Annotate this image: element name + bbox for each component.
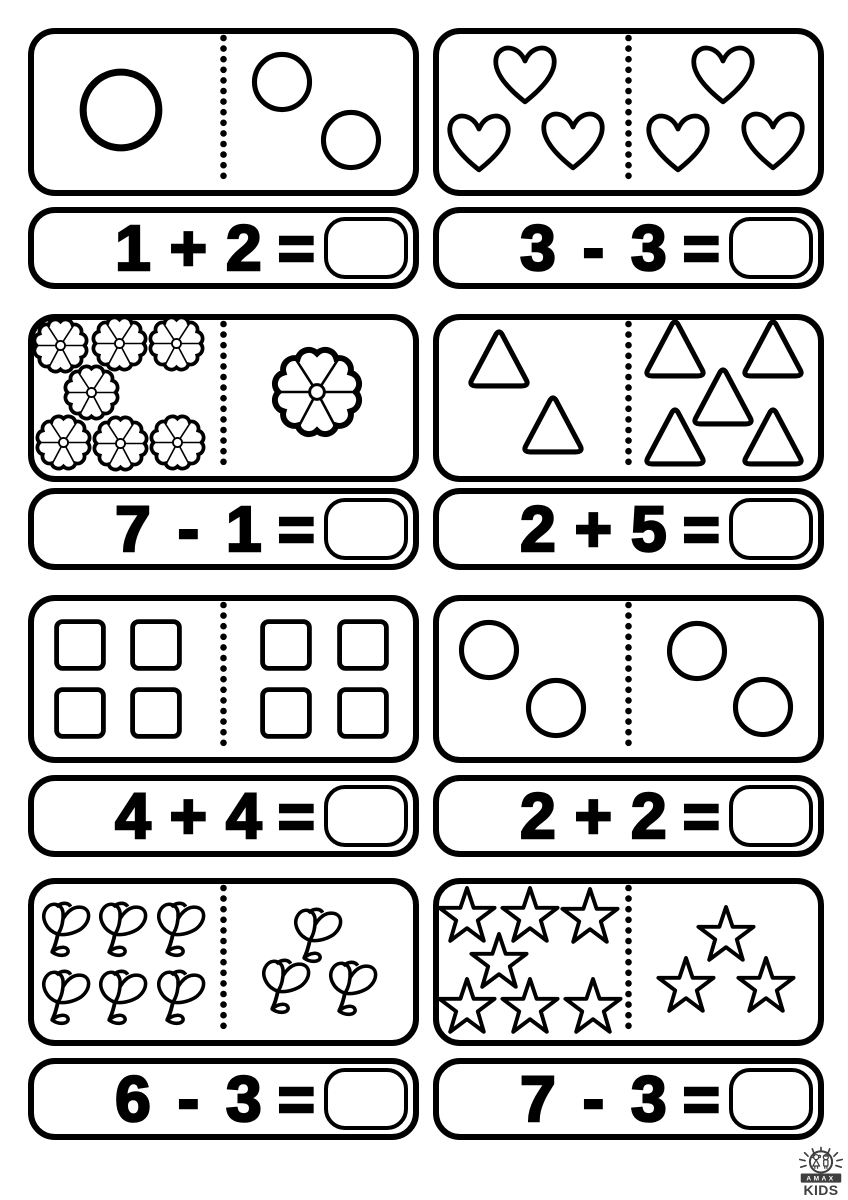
equation-operator: - [177,493,202,565]
dotted-divider [218,884,229,1040]
triangle-shape [463,324,535,396]
equation-operator: + [574,780,615,852]
domino-picture-card [28,878,419,1046]
equals-sign: = [682,493,722,565]
equation-text [115,212,324,284]
square-shape [50,615,110,675]
equation-bar [28,775,419,857]
flower-shape [92,415,149,472]
heart-shape [539,108,607,176]
dotted-divider [623,601,634,757]
equation-operand-b: 3 [226,1063,264,1135]
circle-shape [457,618,521,682]
equation-operator: - [582,212,607,284]
equation-operand-a: 1 [115,212,153,284]
domino-picture-card [28,28,419,196]
heart-shape [644,110,712,178]
domino-picture-card [433,314,824,482]
logo-brand-bottom: KIDS [803,1182,839,1199]
equation-operator: - [177,1063,202,1135]
answer-box[interactable] [729,1068,813,1130]
tulip-shape [88,965,152,1029]
equals-sign: = [682,780,722,852]
equation-text [520,212,729,284]
equation-operand-a: 6 [115,1063,153,1135]
tulip-shape [318,956,382,1020]
flower-shape [149,414,206,471]
flower-shape [35,414,92,471]
equation-operator: + [574,493,615,565]
domino-picture-card [433,878,824,1046]
equals-sign: = [277,493,317,565]
flower-shape [148,315,205,372]
equation-operand-b: 1 [226,493,264,565]
equation-bar [28,488,419,570]
equation-operand-a: 4 [115,780,153,852]
triangle-shape [737,402,809,474]
equals-sign: = [277,780,317,852]
star-shape [563,976,623,1036]
equation-operand-a: 7 [115,493,153,565]
circle-shape [319,108,383,172]
equation-bar [433,207,824,289]
logo-brand-top: AMAX [806,1175,836,1183]
domino-picture-card [433,28,824,196]
square-shape [50,683,110,743]
heart-shape [445,110,513,178]
heart-shape [689,42,757,110]
equation-bar [433,488,824,570]
domino-picture-card [433,595,824,763]
tulip-shape [251,954,315,1018]
triangle-shape [517,390,589,462]
flower-shape [63,364,120,421]
answer-box[interactable] [324,785,408,847]
tulip-shape [146,897,210,961]
equation-operand-a: 7 [520,1063,558,1135]
dotted-divider [218,34,229,190]
equation-operand-b: 2 [226,212,264,284]
equation-operator: + [169,212,210,284]
heart-shape [491,42,559,110]
equation-operand-a: 3 [520,212,558,284]
equation-operator: + [169,780,210,852]
equation-text [520,493,729,565]
equation-bar [28,1058,419,1140]
dotted-divider [623,34,634,190]
equation-operand-b: 3 [631,1063,669,1135]
equals-sign: = [277,212,317,284]
dotted-divider [218,320,229,476]
equation-text [115,493,324,565]
star-shape [736,955,796,1015]
tulip-shape [31,897,95,961]
circle-shape [250,50,314,114]
equation-operand-b: 3 [631,212,669,284]
equation-operator: - [582,1063,607,1135]
equation-bar [433,775,824,857]
circle-shape [731,675,795,739]
circle-shape [524,676,588,740]
star-shape [500,976,560,1036]
star-shape [437,976,497,1036]
dotted-divider [623,884,634,1040]
answer-box[interactable] [729,785,813,847]
dotted-divider [218,601,229,757]
equals-sign: = [277,1063,317,1135]
square-shape [126,615,186,675]
triangle-shape [639,402,711,474]
square-shape [126,683,186,743]
dotted-divider [623,320,634,476]
amax-kids-logo [794,1146,848,1200]
tulip-shape [146,965,210,1029]
square-shape [333,683,393,743]
answer-box[interactable] [324,217,408,279]
circle-shape [77,66,165,154]
circle-shape [665,619,729,683]
equation-operand-b: 2 [631,780,669,852]
answer-box[interactable] [729,498,813,560]
star-shape [560,886,620,946]
square-shape [256,683,316,743]
equation-bar [433,1058,824,1140]
equation-operand-b: 4 [226,780,264,852]
equation-text [115,780,324,852]
star-shape [656,955,716,1015]
flower-shape [271,346,363,438]
equation-operand-a: 2 [520,493,558,565]
heart-shape [739,108,807,176]
answer-box[interactable] [324,498,408,560]
equals-sign: = [682,212,722,284]
equation-operand-a: 2 [520,780,558,852]
equation-operand-b: 5 [631,493,669,565]
square-shape [333,615,393,675]
answer-box[interactable] [729,217,813,279]
tulip-shape [88,897,152,961]
answer-box[interactable] [324,1068,408,1130]
domino-picture-card [28,595,419,763]
square-shape [256,615,316,675]
logo-circle [810,1151,832,1172]
equals-sign: = [682,1063,722,1135]
tulip-shape [31,965,95,1029]
equation-text [520,780,729,852]
equation-bar [28,207,419,289]
domino-picture-card [28,314,419,482]
equation-text [115,1063,324,1135]
equation-text [520,1063,729,1135]
